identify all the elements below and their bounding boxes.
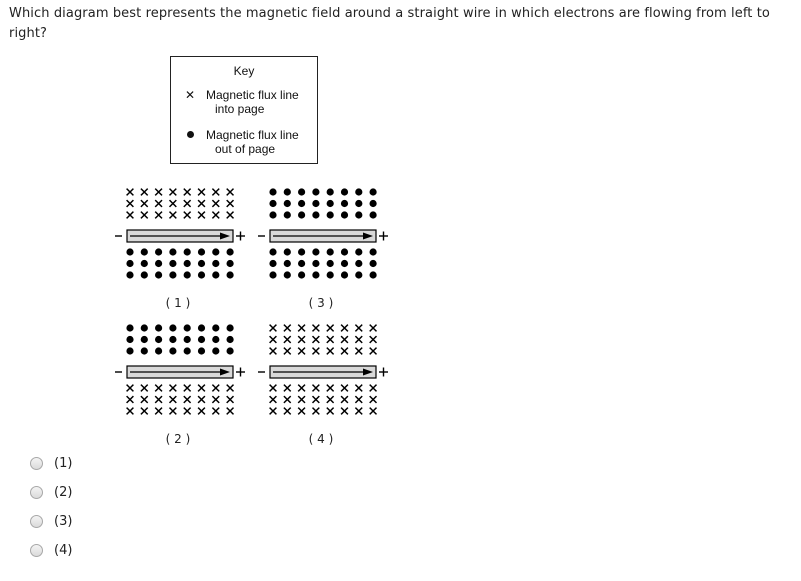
flux-dot-icon xyxy=(155,260,162,267)
flux-x-icon xyxy=(284,325,291,332)
flux-dot-icon xyxy=(312,211,319,218)
flux-dot-icon xyxy=(312,248,319,255)
flux-x-icon xyxy=(198,408,205,415)
flux-dot-icon xyxy=(155,336,162,343)
flux-x-icon xyxy=(170,408,177,415)
flux-dot-icon xyxy=(169,260,176,267)
flux-x-icon xyxy=(155,396,162,403)
flux-dot-icon xyxy=(141,248,148,255)
flux-x-icon xyxy=(170,396,177,403)
flux-dot-icon xyxy=(212,260,219,267)
flux-x-icon xyxy=(184,385,191,392)
diagram-label: ( 1 ) xyxy=(165,296,191,310)
flux-x-icon xyxy=(198,212,205,219)
flux-x-icon xyxy=(227,200,234,207)
flux-x-icon xyxy=(127,200,134,207)
key-out-line2: out of page xyxy=(215,142,276,156)
flux-dot-icon xyxy=(327,248,334,255)
flux-x-icon xyxy=(212,200,219,207)
flux-dot-icon xyxy=(212,324,219,331)
flux-dot-icon xyxy=(341,188,348,195)
flux-x-icon xyxy=(284,336,291,343)
flux-dot-icon xyxy=(227,324,234,331)
flux-x-icon xyxy=(284,385,291,392)
flux-dot-icon xyxy=(298,200,305,207)
flux-x-icon xyxy=(341,325,348,332)
flux-x-icon xyxy=(198,200,205,207)
flux-dot-icon xyxy=(184,248,191,255)
choice-label-2: (2) xyxy=(54,485,73,500)
flux-dot-icon xyxy=(269,211,276,218)
flux-dot-icon xyxy=(141,260,148,267)
flux-x-icon xyxy=(298,385,305,392)
flux-x-icon xyxy=(170,200,177,207)
flux-x-icon xyxy=(370,396,377,403)
flux-dot-icon xyxy=(269,188,276,195)
flux-x-icon xyxy=(227,189,234,196)
flux-dot-icon xyxy=(312,188,319,195)
flux-x-icon xyxy=(327,325,334,332)
flux-x-icon xyxy=(155,408,162,415)
flux-dot-icon xyxy=(370,248,377,255)
flux-x-icon xyxy=(284,408,291,415)
flux-dot-icon xyxy=(284,271,291,278)
flux-x-icon xyxy=(355,325,362,332)
flux-x-icon xyxy=(355,348,362,355)
flux-dot-icon xyxy=(370,200,377,207)
flux-x-icon xyxy=(284,396,291,403)
flux-dot-icon xyxy=(126,260,133,267)
flux-dot-icon xyxy=(227,260,234,267)
flux-x-icon xyxy=(370,408,377,415)
flux-dot-icon xyxy=(298,211,305,218)
radio-2[interactable] xyxy=(30,486,43,499)
flux-dot-icon xyxy=(227,347,234,354)
flux-x-icon xyxy=(341,385,348,392)
flux-dot-icon xyxy=(169,347,176,354)
flux-x-icon xyxy=(370,325,377,332)
flux-dot-icon xyxy=(284,260,291,267)
flux-x-icon xyxy=(170,189,177,196)
flux-x-icon xyxy=(313,385,320,392)
flux-x-icon xyxy=(313,348,320,355)
flux-dot-icon xyxy=(355,200,362,207)
flux-dot-icon xyxy=(298,188,305,195)
flux-dot-icon xyxy=(198,324,205,331)
flux-dot-icon xyxy=(212,271,219,278)
flux-x-icon xyxy=(355,408,362,415)
flux-dot-icon xyxy=(141,324,148,331)
flux-x-icon xyxy=(270,336,277,343)
flux-x-icon xyxy=(270,385,277,392)
flux-x-icon xyxy=(270,408,277,415)
flux-dot-icon xyxy=(312,271,319,278)
flux-x-icon xyxy=(270,348,277,355)
x-symbol-icon: ✕ xyxy=(185,88,196,102)
flux-dot-icon xyxy=(269,271,276,278)
flux-dot-icon xyxy=(298,271,305,278)
flux-dot-icon xyxy=(126,336,133,343)
flux-x-icon xyxy=(212,396,219,403)
key-into-line2: into page xyxy=(215,102,265,116)
flux-x-icon xyxy=(212,385,219,392)
flux-x-icon xyxy=(327,408,334,415)
flux-x-icon xyxy=(212,408,219,415)
flux-dot-icon xyxy=(370,260,377,267)
flux-x-icon xyxy=(298,348,305,355)
flux-x-icon xyxy=(141,189,148,196)
flux-dot-icon xyxy=(198,336,205,343)
flux-x-icon xyxy=(184,212,191,219)
flux-x-icon xyxy=(141,385,148,392)
flux-dot-icon xyxy=(355,271,362,278)
flux-dot-icon xyxy=(212,347,219,354)
flux-x-icon xyxy=(198,396,205,403)
flux-x-icon xyxy=(155,385,162,392)
diagram-label: ( 4 ) xyxy=(308,432,334,446)
diagram-label: ( 2 ) xyxy=(165,432,191,446)
flux-dot-icon xyxy=(184,260,191,267)
flux-dot-icon xyxy=(184,336,191,343)
flux-x-icon xyxy=(298,396,305,403)
flux-dot-icon xyxy=(126,248,133,255)
flux-x-icon xyxy=(141,212,148,219)
flux-dot-icon xyxy=(284,211,291,218)
flux-dot-icon xyxy=(284,248,291,255)
diagram-1 xyxy=(115,189,245,310)
flux-x-icon xyxy=(212,189,219,196)
flux-dot-icon xyxy=(269,200,276,207)
flux-x-icon xyxy=(227,385,234,392)
flux-dot-icon xyxy=(327,211,334,218)
flux-dot-icon xyxy=(298,248,305,255)
flux-dot-icon xyxy=(184,324,191,331)
radio-1[interactable] xyxy=(30,457,43,470)
flux-x-icon xyxy=(155,189,162,196)
flux-x-icon xyxy=(270,325,277,332)
flux-x-icon xyxy=(284,348,291,355)
flux-x-icon xyxy=(184,200,191,207)
flux-x-icon xyxy=(184,396,191,403)
flux-x-icon xyxy=(313,408,320,415)
flux-x-icon xyxy=(341,348,348,355)
diagram-2 xyxy=(258,188,388,310)
flux-dot-icon xyxy=(312,200,319,207)
flux-x-icon xyxy=(127,212,134,219)
flux-x-icon xyxy=(327,396,334,403)
flux-dot-icon xyxy=(327,200,334,207)
flux-x-icon xyxy=(227,212,234,219)
flux-dot-icon xyxy=(155,248,162,255)
key-into-line1: Magnetic flux line xyxy=(206,88,299,102)
flux-dot-icon xyxy=(327,271,334,278)
radio-4[interactable] xyxy=(30,544,43,557)
flux-x-icon xyxy=(298,336,305,343)
flux-x-icon xyxy=(370,385,377,392)
flux-x-icon xyxy=(184,189,191,196)
flux-dot-icon xyxy=(126,324,133,331)
choice-label-4: (4) xyxy=(54,543,73,558)
flux-x-icon xyxy=(270,396,277,403)
flux-dot-icon xyxy=(126,271,133,278)
flux-dot-icon xyxy=(370,188,377,195)
flux-dot-icon xyxy=(269,260,276,267)
flux-x-icon xyxy=(327,336,334,343)
diagram-4 xyxy=(258,325,388,446)
flux-dot-icon xyxy=(269,248,276,255)
flux-x-icon xyxy=(341,336,348,343)
flux-x-icon xyxy=(327,385,334,392)
flux-x-icon xyxy=(127,385,134,392)
flux-dot-icon xyxy=(312,260,319,267)
flux-x-icon xyxy=(141,408,148,415)
flux-dot-icon xyxy=(341,248,348,255)
flux-dot-icon xyxy=(169,324,176,331)
flux-dot-icon xyxy=(227,336,234,343)
flux-dot-icon xyxy=(341,260,348,267)
flux-x-icon xyxy=(341,408,348,415)
key-out-line1: Magnetic flux line xyxy=(206,128,299,142)
flux-x-icon xyxy=(198,189,205,196)
flux-x-icon xyxy=(212,212,219,219)
flux-dot-icon xyxy=(284,188,291,195)
flux-dot-icon xyxy=(370,271,377,278)
flux-x-icon xyxy=(355,396,362,403)
flux-dot-icon xyxy=(355,211,362,218)
flux-dot-icon xyxy=(227,248,234,255)
flux-dot-icon xyxy=(341,200,348,207)
flux-x-icon xyxy=(355,385,362,392)
diagram-3 xyxy=(115,324,245,446)
flux-dot-icon xyxy=(227,271,234,278)
flux-x-icon xyxy=(327,348,334,355)
flux-x-icon xyxy=(141,396,148,403)
flux-dot-icon xyxy=(141,336,148,343)
flux-dot-icon xyxy=(284,200,291,207)
flux-dot-icon xyxy=(141,271,148,278)
flux-x-icon xyxy=(313,396,320,403)
flux-x-icon xyxy=(313,336,320,343)
flux-dot-icon xyxy=(169,336,176,343)
flux-x-icon xyxy=(127,189,134,196)
choice-label-3: (3) xyxy=(54,514,73,529)
flux-dot-icon xyxy=(184,271,191,278)
flux-x-icon xyxy=(184,408,191,415)
flux-dot-icon xyxy=(341,271,348,278)
flux-x-icon xyxy=(155,200,162,207)
flux-x-icon xyxy=(227,408,234,415)
flux-dot-icon xyxy=(355,188,362,195)
flux-dot-icon xyxy=(198,260,205,267)
flux-x-icon xyxy=(127,396,134,403)
flux-x-icon xyxy=(198,385,205,392)
flux-dot-icon xyxy=(327,260,334,267)
flux-dot-icon xyxy=(298,260,305,267)
flux-x-icon xyxy=(313,325,320,332)
flux-dot-icon xyxy=(370,211,377,218)
flux-x-icon xyxy=(370,348,377,355)
flux-dot-icon xyxy=(355,260,362,267)
flux-dot-icon xyxy=(212,248,219,255)
flux-x-icon xyxy=(370,336,377,343)
flux-x-icon xyxy=(127,408,134,415)
question-text: Which diagram best represents the magnetic field around a straight wire in which electrons are flowing from left to right? xyxy=(9,6,770,41)
key-title: Key xyxy=(233,64,255,78)
flux-x-icon xyxy=(298,408,305,415)
flux-dot-icon xyxy=(198,271,205,278)
flux-dot-icon xyxy=(184,347,191,354)
flux-x-icon xyxy=(170,212,177,219)
flux-dot-icon xyxy=(327,188,334,195)
flux-x-icon xyxy=(141,200,148,207)
flux-x-icon xyxy=(341,396,348,403)
flux-dot-icon xyxy=(126,347,133,354)
flux-dot-icon xyxy=(198,347,205,354)
flux-x-icon xyxy=(155,212,162,219)
radio-3[interactable] xyxy=(30,515,43,528)
choice-label-1: (1) xyxy=(54,456,73,471)
flux-dot-icon xyxy=(169,248,176,255)
flux-x-icon xyxy=(355,336,362,343)
flux-dot-icon xyxy=(198,248,205,255)
flux-dot-icon xyxy=(355,248,362,255)
flux-x-icon xyxy=(227,396,234,403)
flux-dot-icon xyxy=(155,347,162,354)
flux-dot-icon xyxy=(341,211,348,218)
flux-x-icon xyxy=(298,325,305,332)
diagram-label: ( 3 ) xyxy=(308,296,334,310)
flux-dot-icon xyxy=(155,271,162,278)
flux-dot-icon xyxy=(169,271,176,278)
flux-x-icon xyxy=(170,385,177,392)
flux-dot-icon xyxy=(212,336,219,343)
flux-dot-icon xyxy=(141,347,148,354)
flux-dot-icon xyxy=(155,324,162,331)
